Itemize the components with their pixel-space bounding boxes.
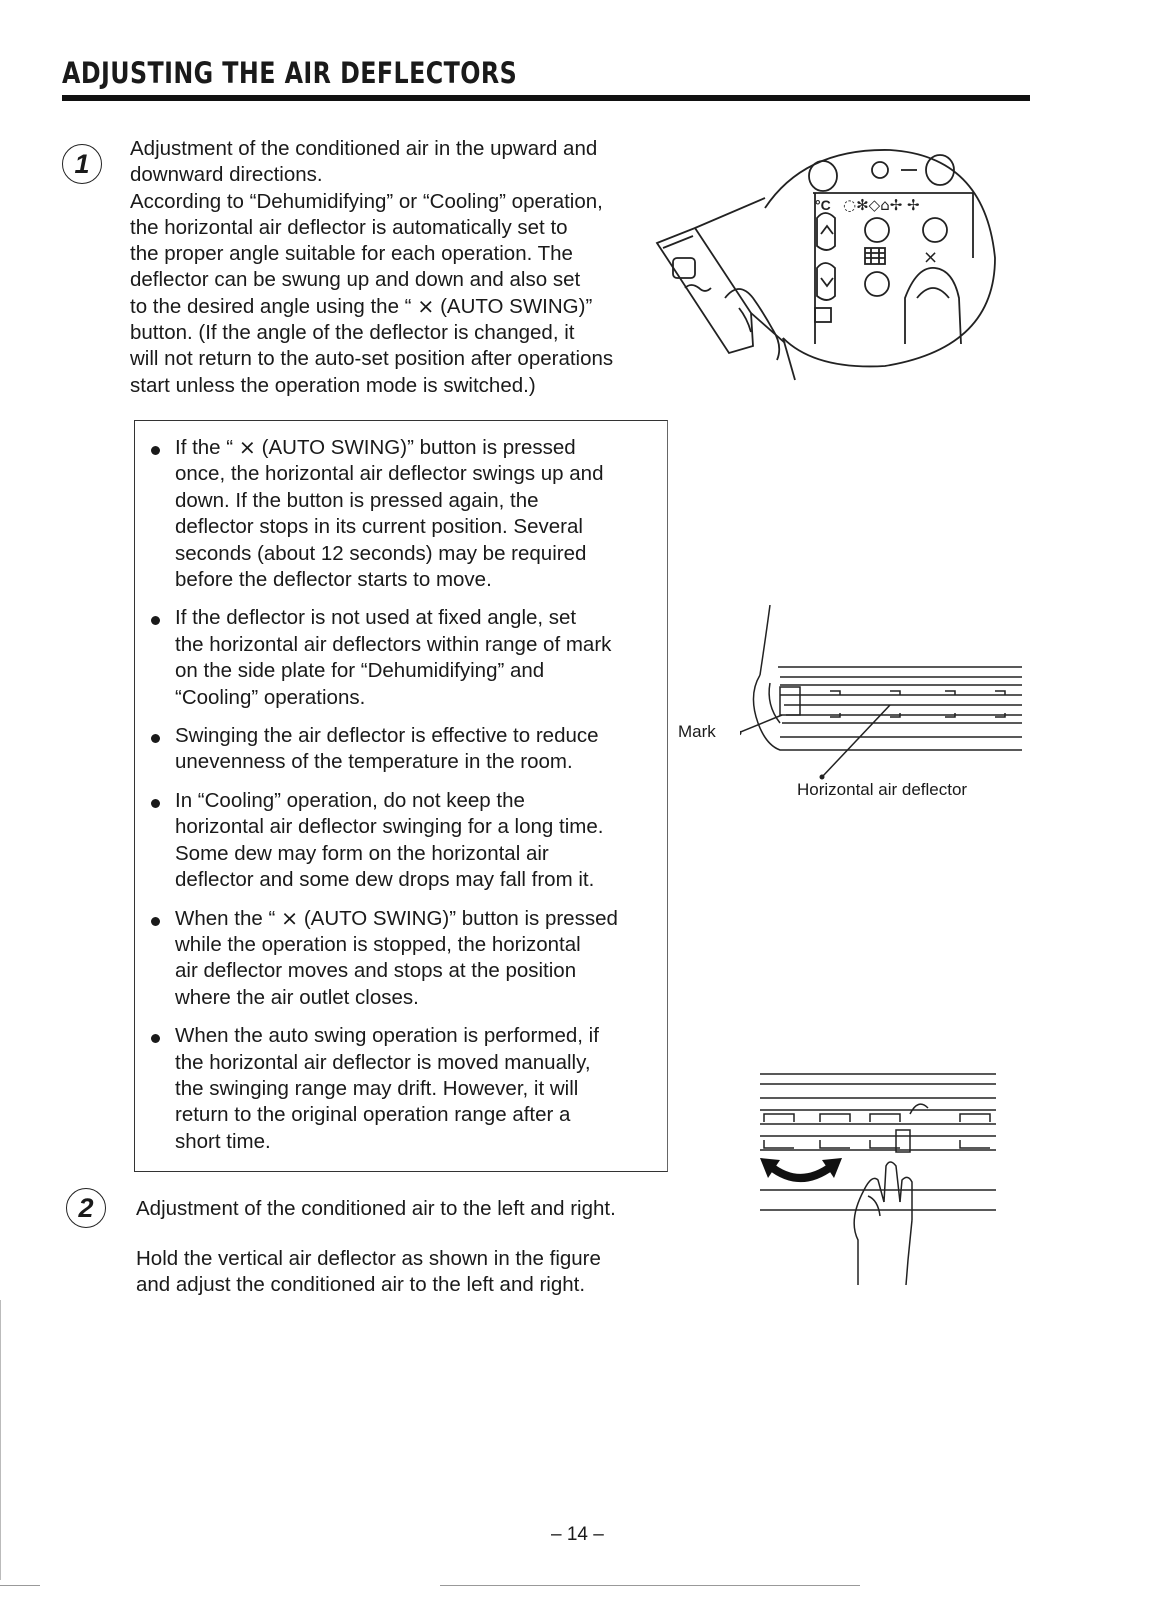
notes-box bbox=[134, 420, 668, 1172]
note-line: Some dew may form on the horizontal air bbox=[175, 841, 549, 865]
step-1-line: will not return to the auto-set position after operations bbox=[130, 347, 614, 371]
note-line: “Cooling” operations. bbox=[175, 685, 366, 709]
note-line: If the deflector is not used at fixed angle, set bbox=[175, 606, 577, 630]
note-line: before the deflector starts to move. bbox=[175, 568, 492, 592]
step-2-line: and adjust the conditioned air to the left and right. bbox=[136, 1273, 586, 1297]
note-line: If the “ ⨯ (AUTO SWING)” button is pressed bbox=[175, 436, 576, 459]
step-1-line: deflector can be swung up and down and also set bbox=[130, 268, 581, 292]
note-line: In “Cooling” operation, do not keep the bbox=[175, 788, 525, 812]
note-line: short time. bbox=[175, 1129, 271, 1153]
note-line: Swinging the air deflector is effective to reduce bbox=[175, 724, 599, 748]
step-2-number: 2 bbox=[66, 1188, 106, 1228]
note-line: return to the original operation range after a bbox=[175, 1103, 571, 1127]
note-line: the horizontal air deflector is moved manually, bbox=[175, 1050, 591, 1074]
note-line: seconds (about 12 seconds) may be required bbox=[175, 541, 587, 565]
scan-artifact-line bbox=[0, 1585, 40, 1586]
scan-artifact-edge bbox=[0, 1300, 1, 1580]
note-line: unevenness of the temperature in the room. bbox=[175, 750, 573, 774]
scan-artifact-line bbox=[440, 1585, 860, 1586]
step-1-line: the horizontal air deflector is automatically set to bbox=[130, 215, 568, 239]
step-1-line: button. (If the angle of the deflector is changed, it bbox=[130, 321, 575, 345]
mark-label: Mark bbox=[678, 722, 716, 741]
remote-celsius-label: °C bbox=[815, 197, 831, 213]
horizontal-deflector-illustration bbox=[740, 605, 1030, 795]
step-1-number: 1 bbox=[62, 144, 102, 184]
note-line: the horizontal air deflectors within range of mark bbox=[175, 632, 612, 656]
note-item bbox=[171, 788, 641, 894]
page-number: – 14 – bbox=[551, 1524, 604, 1545]
title-rule bbox=[62, 95, 1030, 101]
note-line: on the side plate for “Dehumidifying” and bbox=[175, 659, 545, 683]
step-1-line: start unless the operation mode is switched.) bbox=[130, 373, 536, 397]
step-2-body bbox=[136, 1246, 676, 1299]
remote-mode-icons: ◌✻◇⌂✢ ✢ bbox=[843, 196, 920, 214]
note-line: where the air outlet closes. bbox=[175, 985, 419, 1009]
vertical-deflector-illustration bbox=[760, 1070, 1000, 1290]
note-item bbox=[171, 1023, 641, 1155]
note-line: air deflector moves and stops at the position bbox=[175, 959, 577, 983]
step-1-text bbox=[130, 136, 650, 399]
note-item bbox=[171, 605, 641, 711]
step-1-line: to the desired angle using the “ ⨯ (AUTO SWING)” bbox=[130, 294, 593, 318]
step-2-heading: Adjustment of the conditioned air to the left and right. bbox=[136, 1197, 616, 1220]
step-1-line: downward directions. bbox=[130, 163, 323, 187]
note-item bbox=[171, 906, 641, 1012]
note-line: horizontal air deflector swinging for a long time. bbox=[175, 815, 604, 839]
note-line: When the “ ⨯ (AUTO SWING)” button is pressed bbox=[175, 906, 618, 930]
page-title: ADJUSTING THE AIR DEFLECTORS bbox=[62, 56, 518, 90]
note-line: deflector and some dew drops may fall from it. bbox=[175, 868, 595, 892]
note-line: When the auto swing operation is performed, if bbox=[175, 1024, 599, 1048]
step-2-line: Hold the vertical air deflector as shown in the figure bbox=[136, 1247, 601, 1270]
note-line: the swinging range may drift. However, it will bbox=[175, 1076, 579, 1100]
note-item bbox=[171, 435, 641, 593]
notes-list bbox=[171, 435, 641, 1167]
note-line: deflector stops in its current position. Several bbox=[175, 515, 583, 539]
note-line: once, the horizontal air deflector swings up and bbox=[175, 462, 604, 486]
step-1-line: According to “Dehumidifying” or “Cooling” operation, bbox=[130, 189, 603, 213]
remote-swing-icon: ⨯ bbox=[923, 247, 939, 268]
horizontal-deflector-label: Horizontal air deflector bbox=[797, 780, 968, 799]
note-line: down. If the button is pressed again, the bbox=[175, 488, 539, 512]
note-item bbox=[171, 723, 641, 776]
note-line: while the operation is stopped, the horizontal bbox=[175, 932, 581, 956]
remote-control-illustration bbox=[655, 148, 1015, 388]
step-1-line: the proper angle suitable for each operation. The bbox=[130, 242, 573, 266]
step-1-line: Adjustment of the conditioned air in the upward and bbox=[130, 137, 598, 160]
